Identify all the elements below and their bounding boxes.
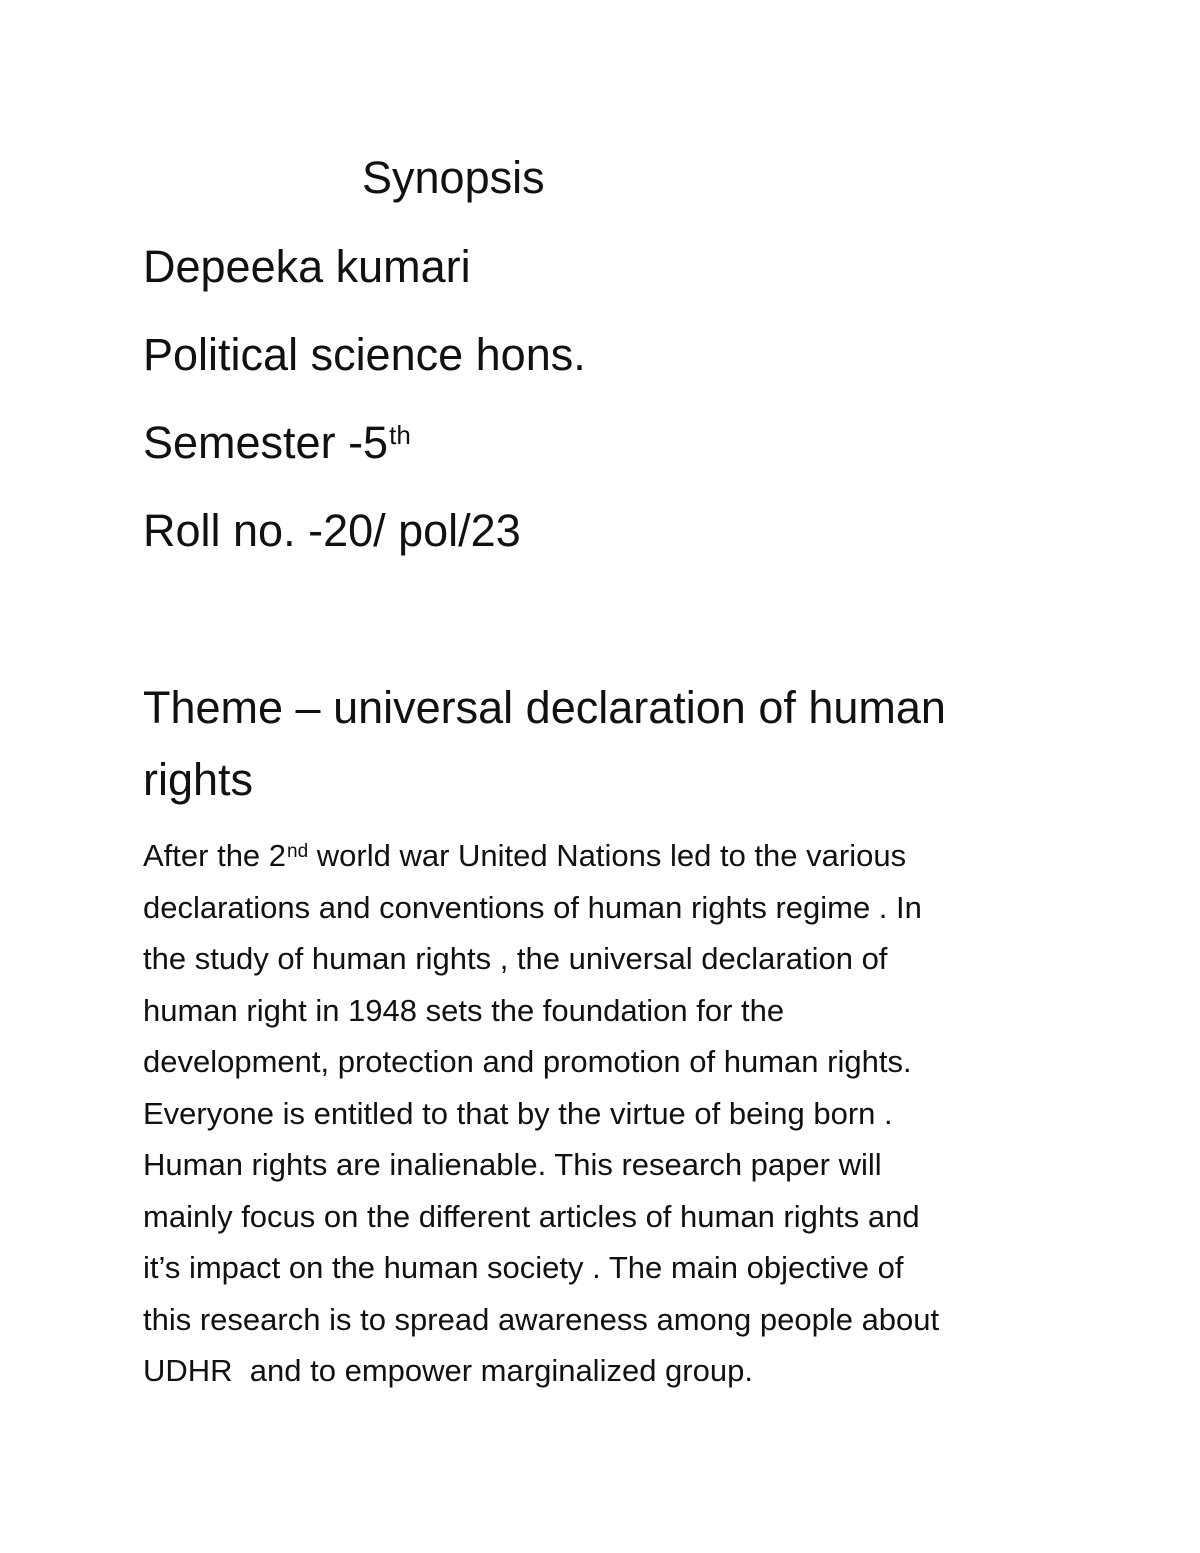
semester-suffix: th [389,420,411,450]
paragraph-line-3: the study of human rights , the universal declaration of [143,941,888,976]
paragraph-line-2: declarations and conventions of human rights regime . In [143,889,922,925]
paragraph-line-1-end: world war United Nations led to the various [308,838,907,873]
author-name: Depeeka kumari [143,241,471,292]
semester-text: Semester -5 [143,417,389,468]
paragraph-line-11: UDHR and to empower marginalized group. [143,1353,753,1388]
paragraph-line-6: Everyone is entitled to that by the virtue of being born . [143,1095,893,1131]
roll-number: Roll no. -20/ pol/23 [143,505,521,556]
paragraph-line-4: human right in 1948 sets the foundation for the [143,992,785,1028]
paragraph-line-1-start: After the 2 [143,838,287,873]
paragraph-line-7: Human rights are inalienable. This research paper will [143,1147,882,1182]
synopsis-paragraph [143,830,1103,1397]
paragraph-line-8: mainly focus on the different articles of human rights and [143,1198,920,1234]
paragraph-line-10: this research is to spread awareness among people about [143,1301,940,1337]
theme-line-1: Theme – universal declaration of human [143,682,946,733]
course-name: Political science hons. [143,329,586,380]
document-title: Synopsis [362,152,545,203]
semester-line [143,413,411,473]
paragraph-line-5: development, protection and promotion of human rights. [143,1044,912,1079]
paragraph-line-9: it’s impact on the human society . The main objective of [143,1250,904,1285]
ordinal-suffix: nd [287,841,309,862]
paragraph-line-1 [143,830,1103,882]
theme-line-2: rights [143,754,254,805]
theme-heading [143,672,1103,816]
